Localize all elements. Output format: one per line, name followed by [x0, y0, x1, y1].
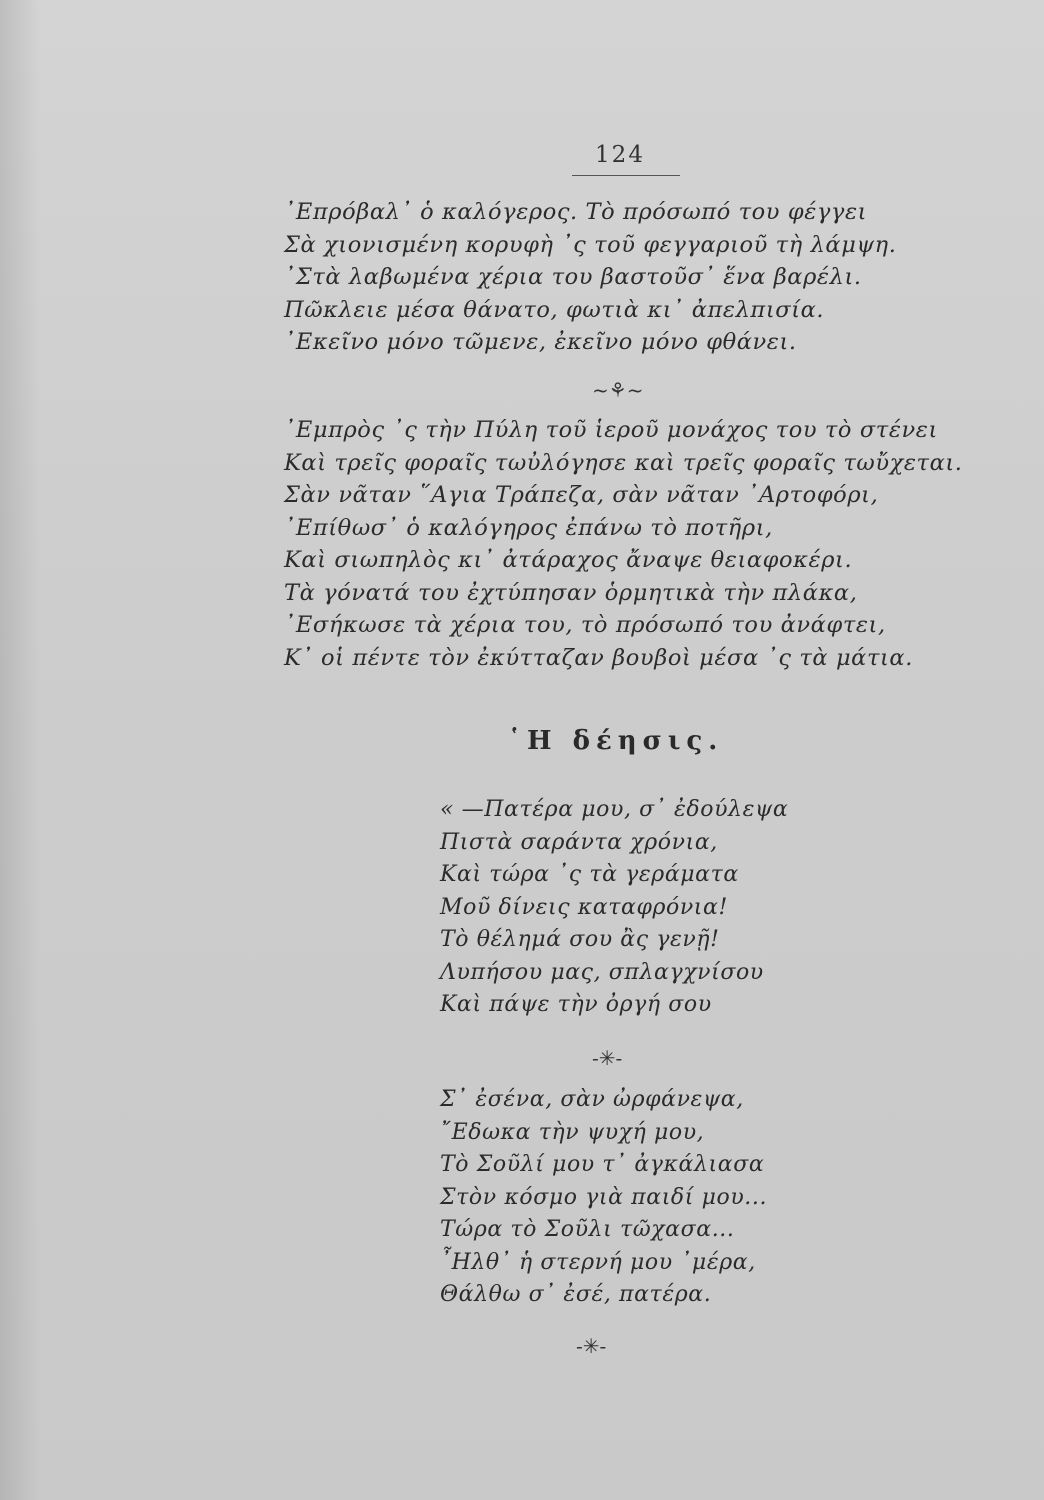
prayer-verse-2	[440, 1084, 767, 1312]
verse-line: Πιστὰ σαράντα χρόνια,	[440, 829, 718, 855]
page-number-rule	[572, 175, 680, 176]
verse-line: Κ᾿ οἱ πέντε τὸν ἐκύτταζαν βουβοὶ μέσα ᾿ς τὰ μάτια.	[284, 644, 913, 671]
verse-line: « —Πατέρα μου, σ᾿ ἐδούλεψα	[440, 797, 789, 822]
verse-line: ῏Ηλθ᾿ ἡ στερνή μου ᾿μέρα,	[440, 1249, 756, 1275]
verse-line: ᾿Στὰ λαβωμένα χέρια του βαστοῦσ᾿ ἕνα βαρέλι.	[284, 264, 862, 290]
verse-line: Τὰ γόνατά του ἐχτύπησαν ὁρμητικὰ τὴν πλάκα,	[284, 579, 858, 606]
star-ornament-icon: -✳-	[592, 1046, 623, 1070]
verse-line: ᾿Επίθωσ᾿ ὁ καλόγηρος ἐπάνω τὸ ποτῆρι,	[284, 514, 773, 541]
verse-line: Σὰ χιονισμένη κορυφὴ ᾿ς τοῦ φεγγαριοῦ τὴ λάμψη.	[284, 231, 897, 258]
verse-line: Λυπήσου μας, σπλαγχνίσου	[440, 959, 764, 985]
section-title: ῾Η δέησις.	[508, 726, 724, 756]
verse-line: ᾿Εκεῖνο μόνο τῶμενε, ἐκεῖνο μόνο φθάνει.	[284, 329, 797, 355]
prayer-verse-1	[440, 794, 788, 1022]
verse-line: Σὰν νᾶταν ῞Αγια Τράπεζα, σὰν νᾶταν ᾿Αρτοφόρι,	[284, 482, 879, 508]
verse-line: Τώρα τὸ Σοῦλι τῶχασα...	[440, 1217, 735, 1242]
verse-line: Καὶ σιωπηλὸς κι᾿ ἀτάραχος ἄναψε θειαφοκέρι.	[284, 547, 853, 573]
verse-line: ῎Εδωκα τὴν ψυχή μου,	[440, 1119, 705, 1145]
verse-line: ᾿Επρόβαλ᾿ ὁ καλόγερος. Τὸ πρόσωπό του φέγγει	[284, 199, 868, 225]
verse-line: ᾿Εσήκωσε τὰ χέρια του, τὸ πρόσωπό του ἀνάφτει,	[284, 612, 886, 638]
verse-line: Τὸ θέλημά σου ἂς γενῇ!	[440, 927, 720, 952]
stanza-1	[284, 196, 897, 359]
verse-line: Θάλθω σ᾿ ἐσέ, πατέρα.	[440, 1282, 712, 1307]
verse-line: Καὶ τώρα ᾿ς τὰ γεράματα	[440, 862, 739, 887]
spine-shadow	[0, 0, 40, 1500]
verse-line: ᾿Εμπρὸς ᾿ς τὴν Πύλη τοῦ ἱεροῦ μονάχος του τὸ στένει	[284, 417, 938, 443]
verse-line: Καὶ τρεῖς φοραῖς τωὐλόγησε καὶ τρεῖς φοραῖς τωὔχεται.	[284, 449, 963, 476]
verse-line: Στὸν κόσμο γιὰ παιδί μου...	[440, 1184, 768, 1210]
verse-line: Καὶ πάψε τὴν ὀργή σου	[440, 992, 712, 1017]
page-number: 124	[595, 142, 645, 168]
star-ornament-icon: -✳-	[576, 1334, 607, 1358]
verse-line: Σ᾿ ἐσένα, σὰν ὠρφάνεψα,	[440, 1087, 744, 1112]
verse-line: Πῶκλειε μέσα θάνατο, φωτιὰ κι᾿ ἀπελπισία.	[284, 296, 825, 323]
ornament-divider-icon: ~⚘~	[592, 378, 644, 402]
verse-line: Τὸ Σοῦλί μου τ᾿ ἀγκάλιασα	[440, 1152, 765, 1177]
verse-line: Μοῦ δίνεις καταφρόνια!	[440, 894, 728, 920]
stanza-2	[284, 414, 963, 674]
